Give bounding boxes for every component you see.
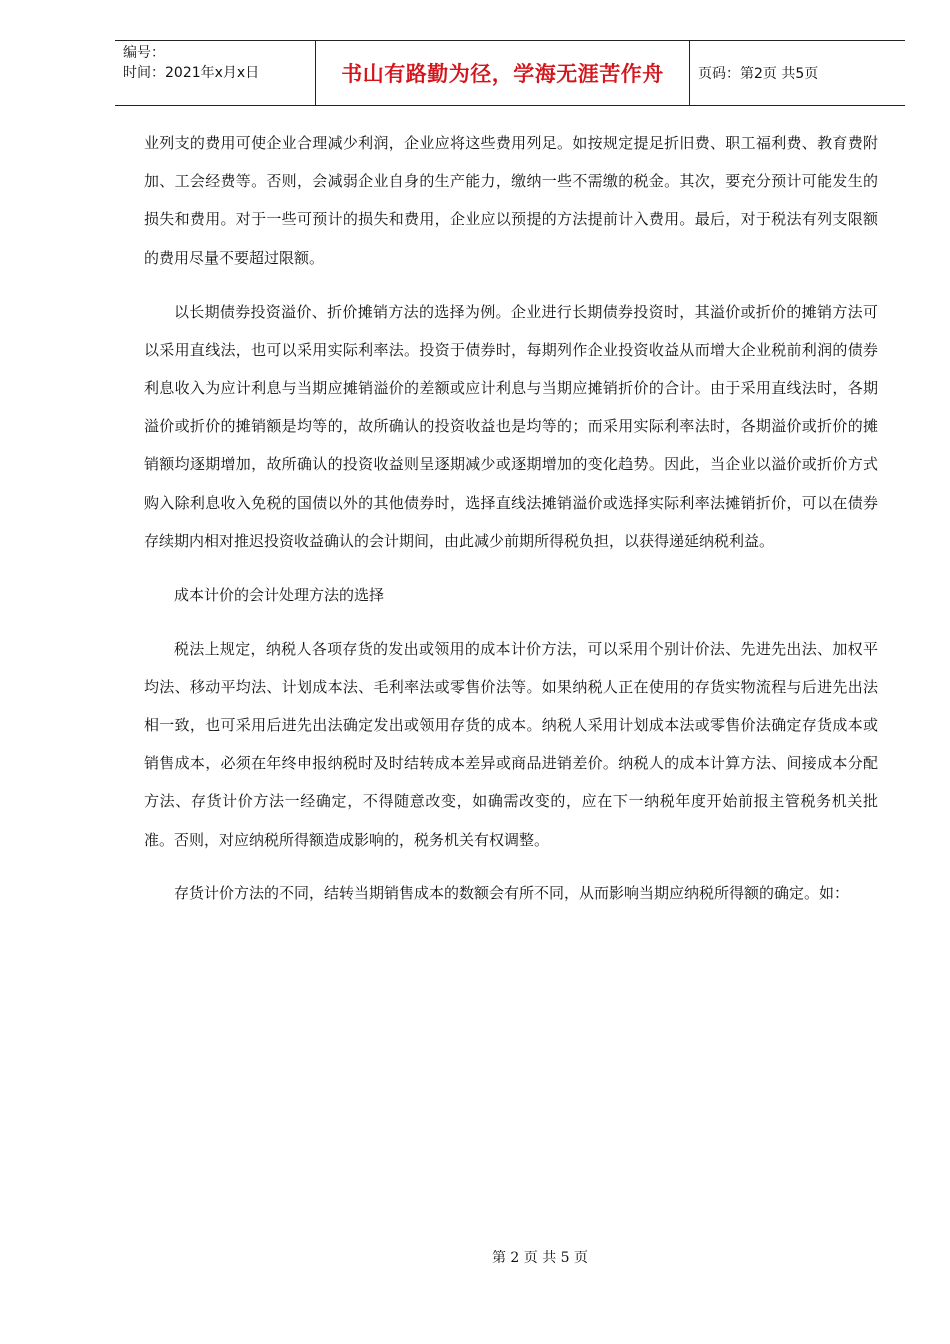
- footer-page-number: 第 2 页 共 5 页: [491, 1250, 589, 1266]
- header-meta-cell: [115, 41, 316, 105]
- header-motto-cell: [316, 41, 690, 105]
- section-heading: 成本计价的会计处理方法的选择: [174, 585, 385, 604]
- page-footer: [0, 1247, 950, 1267]
- paragraph-inventory-methods: 税法上规定，纳税人各项存货的发出或领用的成本计价方法，可以采用个别计价法、先进先出法、加权平均法、移动平均法、计划成本法、毛利率法或零售价法等。如果纳税人正在使用的存货实物流程与后进先出法相一致，也可采用后进先出法确定发出或领用存货的成本。纳税人采用计划成本法或零售价法确定存货成本或销售成本，必须在年终申报纳税时及时结转成本差异或商品进销差价。纳税人的成本计算方法、间接成本分配方法、存货计价方法一经确定，不得随意改变，如确需改变的，应在下一纳税年度开始前报主管税务机关批准。否则，对应纳税所得额造成影响的，税务机关有权调整。: [144, 639, 878, 849]
- paragraph-expenses: 业列支的费用可使企业合理减少利润，企业应将这些费用列足。如按规定提足折旧费、职工福利费、教育费附加、工会经费等。否则，会减弱企业自身的生产能力，缴纳一些不需缴的税金。其次，要充分预计可能发生的损失和费用。对于一些可预计的损失和费用，企业应以预提的方法提前计入费用。最后，对于税法有列支限额的费用尽量不要超过限额。: [144, 134, 878, 267]
- number-label: 编号：: [123, 45, 165, 61]
- motto-text: 书山有路勤为径，学海无涯苦作舟: [341, 62, 664, 86]
- page-header: [115, 40, 905, 106]
- paragraph-bond-amortization: 以长期债券投资溢价、折价摊销方法的选择为例。企业进行长期债券投资时，其溢价或折价的摊销方法可以采用直线法，也可以采用实际利率法。投资于债券时，每期列作企业投资收益从而增大企业税前利润的债券利息收入为应计利息与当期应摊销溢价的差额或应计利息与当期应摊销折价的合计。由于采用直线法时，各期溢价或折价的摊销额是均等的，故所确认的投资收益也是均等的；而采用实际利率法时，各期溢价或折价的摊销额均逐期增加，故所确认的投资收益则呈逐期减少或逐期增加的变化趋势。因此，当企业以溢价或折价方式购入除利息收入免税的国债以外的其他债券时，选择直线法摊销溢价或选择实际利率法摊销折价，可以在债券存续期内相对推迟投资收益确认的会计期间，由此减少前期所得税负担，以获得递延纳税利益。: [144, 302, 878, 550]
- header-page-code-cell: [690, 41, 905, 105]
- document-body: [144, 124, 878, 913]
- page-code: 页码：第2页 共5页: [698, 66, 819, 82]
- paragraph-inventory-impact: 存货计价方法的不同，结转当期销售成本的数额会有所不同，从而影响当期应纳税所得额的确定。如：: [174, 884, 850, 903]
- date-line: 时间：2021年x月x日: [123, 65, 260, 81]
